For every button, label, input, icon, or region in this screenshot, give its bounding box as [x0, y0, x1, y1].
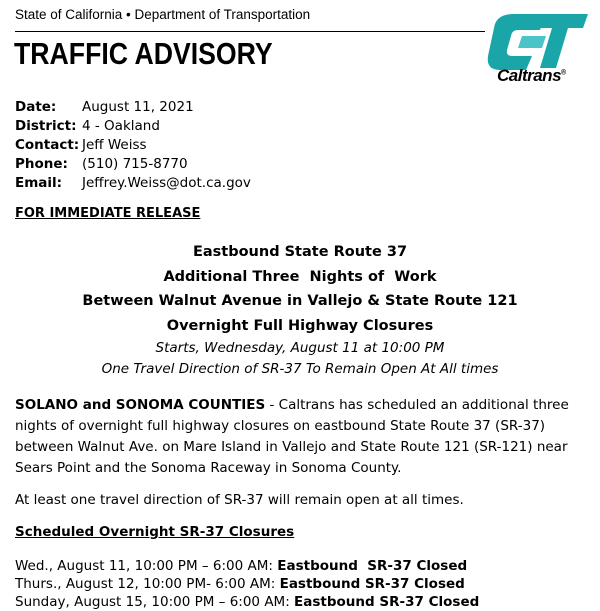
- meta-row-contact: [15, 136, 251, 155]
- schedule-item: [15, 575, 479, 593]
- meta-key: Contact:: [15, 137, 80, 153]
- schedule-when: Wed., August 11, 10:00 PM – 6:00 AM:: [15, 558, 278, 574]
- headline-block: [0, 240, 600, 380]
- meta-key: Date:: [15, 99, 57, 115]
- meta-row-email: [15, 174, 251, 193]
- meta-value: August 11, 2021: [82, 99, 194, 115]
- meta-value: Jeffrey.Weiss@dot.ca.gov: [82, 175, 251, 191]
- county-label: SOLANO and SONOMA COUNTIES: [15, 397, 266, 413]
- header-rule: [15, 31, 485, 32]
- headline: Eastbound State Route 37: [192, 244, 408, 260]
- schedule-what: Eastbound SR-37 Closed: [279, 576, 465, 592]
- schedule-when: Thurs., August 12, 10:00 PM- 6:00 AM:: [15, 576, 280, 592]
- meta-row-district: [15, 117, 251, 136]
- schedule-item: [15, 557, 479, 575]
- headline: Additional Three Nights of Work: [163, 268, 437, 285]
- meta-row-phone: [15, 155, 251, 174]
- page-title: TRAFFIC ADVISORY: [14, 36, 273, 71]
- schedule-item: [15, 593, 479, 611]
- agency-header: State of California • Department of Transportation: [15, 7, 311, 22]
- lead-paragraph: [15, 395, 580, 479]
- schedule-when: Sunday, August 15, 10:00 PM – 6:00 AM:: [15, 594, 295, 610]
- second-paragraph: At least one travel direction of SR-37 will remain open at all times.: [15, 492, 464, 508]
- headline: Overnight Full Highway Closures: [166, 317, 434, 334]
- release-label: FOR IMMEDIATE RELEASE: [15, 206, 201, 221]
- schedule-title: Scheduled Overnight SR-37 Closures: [15, 524, 295, 540]
- meta-value: Jeff Weiss: [82, 137, 147, 153]
- lead-text: - Caltrans has scheduled an additional three nights of overnight full highway closures on eastbound State Route 37 (SR-37) between Walnut Ave. on Mare Island in Vallejo and State Route 121 (SR-121) near Sears Point and the Sonoma Raceway in Sonoma County.: [15, 397, 569, 476]
- schedule-what: Eastbound SR-37 Closed: [294, 594, 480, 610]
- headline: Between Walnut Avenue in Vallejo & State Route 121: [82, 293, 518, 309]
- meta-key: District:: [15, 118, 77, 134]
- meta-value: 4 - Oakland: [82, 118, 160, 134]
- meta-row-date: [15, 98, 251, 117]
- subheadline: One Travel Direction of SR-37 To Remain Open At All times: [101, 361, 499, 377]
- registered-mark: ®: [561, 69, 566, 77]
- contact-details: [15, 98, 251, 193]
- schedule-what: Eastbound SR-37 Closed: [277, 558, 468, 574]
- meta-value: (510) 715-8770: [82, 156, 188, 172]
- meta-key: Email:: [15, 175, 63, 191]
- subheadline: Starts, Wednesday, August 11 at 10:00 PM: [155, 340, 445, 356]
- schedule-list: [15, 557, 479, 611]
- wordmark-text: Caltrans: [497, 66, 562, 85]
- meta-key: Phone:: [15, 156, 68, 172]
- caltrans-wordmark: [497, 66, 566, 86]
